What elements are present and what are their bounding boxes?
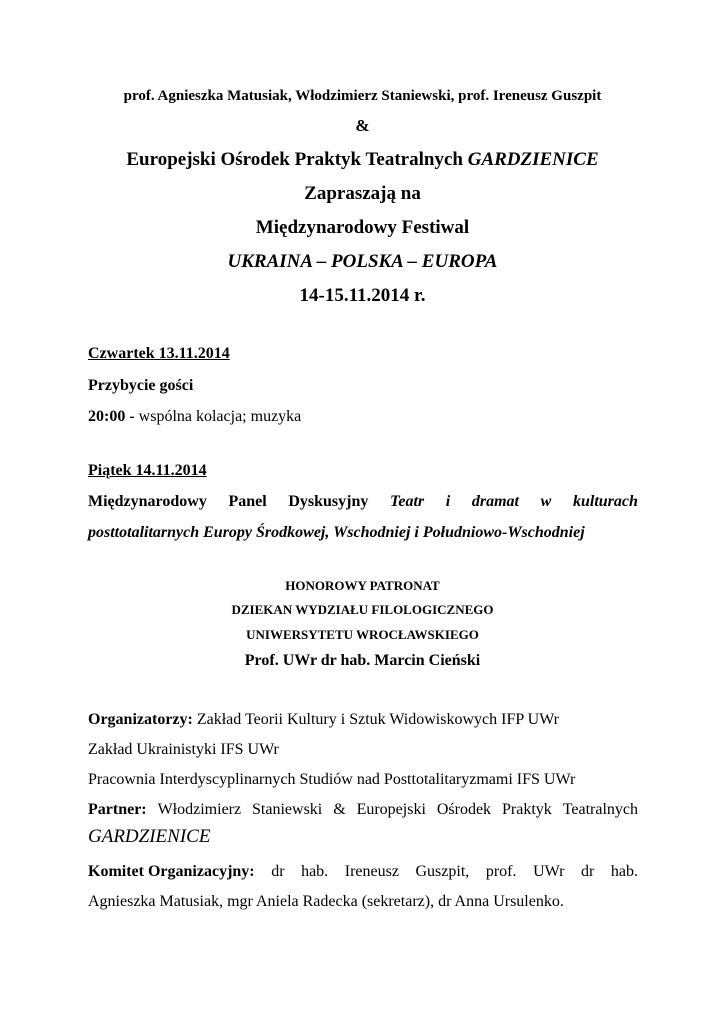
committee-word: hab.	[301, 863, 329, 880]
center-name-italic: GARDZIENICE	[467, 149, 599, 170]
partner-label: Partner:	[88, 801, 147, 818]
thursday-time: 20:00 -	[88, 408, 135, 425]
partner-word: &	[333, 801, 346, 818]
thursday-dinner	[88, 408, 638, 426]
partner-word: Staniewski	[252, 801, 323, 818]
festival-title: UKRAINA – POLSKA – EUROPA	[227, 251, 498, 272]
committee-word: Guszpit,	[415, 863, 470, 880]
committee-word: hab.	[610, 863, 638, 880]
partner-line	[88, 801, 638, 819]
panel-title-word: Teatr	[390, 493, 425, 510]
center-name: Europejski Ośrodek Praktyk Teatralnych	[126, 149, 463, 170]
partner-word: Włodzimierz	[157, 801, 242, 818]
committee-word: Ireneusz	[344, 863, 399, 880]
panel-title-word: dramat	[471, 493, 519, 510]
organizers-line	[88, 711, 638, 729]
partner-name: GARDZIENICE	[88, 826, 211, 847]
committee-label: Komitet Organizacyjny:	[88, 863, 255, 880]
partner-word: Ośrodek	[436, 801, 492, 818]
partner-word: Praktyk	[502, 801, 552, 818]
panel-title-word: w	[540, 493, 552, 510]
panel-word: Panel	[228, 493, 267, 510]
festival-label: Międzynarodowy Festiwal	[255, 217, 470, 238]
committee-word: UWr	[533, 863, 565, 880]
panel-title-line2: posttotalitarnych Europy Środkowej, Wschodniej i Południowo-Wschodniej	[88, 524, 585, 541]
panel-word: Dyskusyjny	[288, 493, 369, 510]
patronage-person: Prof. UWr dr hab. Marcin Cieński	[244, 652, 481, 669]
committee-word: dr	[271, 863, 285, 880]
organizer-1: Zakład Teorii Kultury i Sztuk Widowiskowych IFP UWr	[192, 711, 560, 728]
invite-text: Zapraszają na	[304, 183, 421, 204]
panel-title-word: kulturach	[572, 493, 638, 510]
friday-panel-line	[88, 493, 638, 511]
patronage-line2: DZIEKAN WYDZIAŁU FILOLOGICZNEGO	[231, 602, 494, 617]
panel-word: Międzynarodowy	[88, 493, 207, 510]
ampersand: &	[355, 116, 370, 135]
festival-dates: 14-15.11.2014 r.	[299, 285, 426, 306]
organizers-label: Organizatorzy:	[88, 711, 193, 728]
committee-word: prof.	[485, 863, 517, 880]
thursday-arrival: Przybycie gości	[88, 377, 194, 394]
partner-word: Europejski	[356, 801, 426, 818]
authors-line: prof. Agnieszka Matusiak, Włodzimierz Staniewski, prof. Ireneusz Guszpit	[123, 88, 602, 104]
patronage-line1: HONOROWY PATRONAT	[285, 578, 440, 593]
partner-word: Teatralnych	[562, 801, 638, 818]
committee-line	[88, 863, 638, 881]
center-name-line	[40, 149, 685, 171]
committee-word: dr	[580, 863, 595, 880]
thursday-heading: Czwartek 13.11.2014	[88, 345, 230, 362]
friday-heading: Piątek 14.11.2014	[88, 462, 207, 479]
organizer-2: Zakład Ukrainistyki IFS UWr	[88, 741, 279, 758]
organizer-3: Pracownia Interdyscyplinarnych Studiów nad Posttotalitaryzmami IFS UWr	[88, 771, 576, 788]
committee-line2: Agnieszka Matusiak, mgr Aniela Radecka (sekretarz), dr Anna Ursulenko.	[88, 893, 564, 910]
thursday-event: wspólna kolacja; muzyka	[134, 408, 302, 425]
patronage-line3: UNIWERSYTETU WROCŁAWSKIEGO	[246, 627, 479, 642]
panel-title-word: i	[445, 493, 451, 510]
